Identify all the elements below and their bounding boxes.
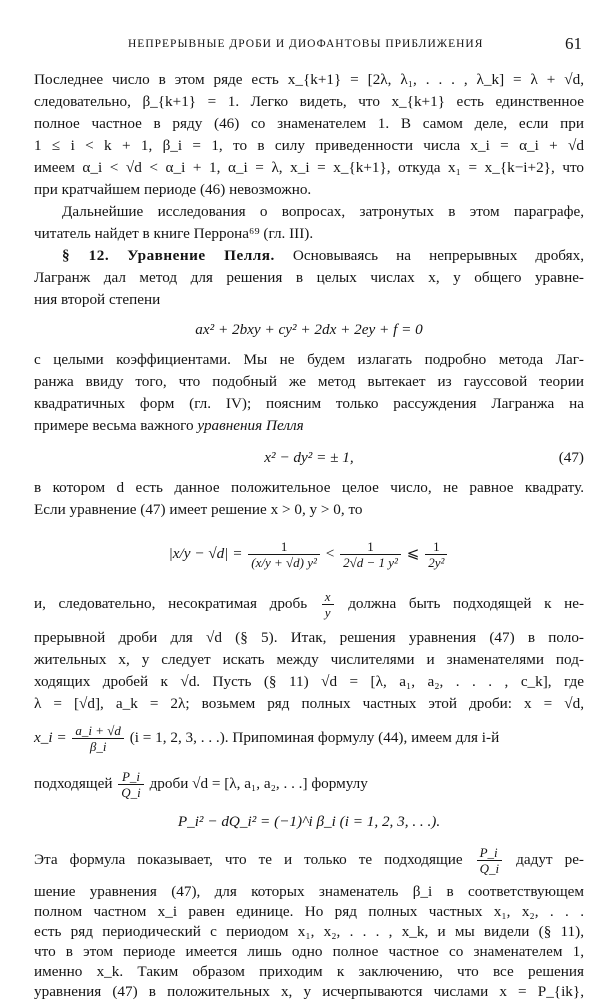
section-line	[34, 246, 584, 268]
text-line	[34, 764, 584, 804]
convergent-identity: P_i² − dQ_i² = (−1)^i β_i (i = 1, 2, 3, . . .).	[177, 813, 441, 830]
text-line: при кратчайшем периоде (46) невозможно.	[34, 181, 312, 198]
fraction-numerator: P_i	[118, 769, 144, 785]
text-line: ходящих дробей к √d. Пусть (§ 11) √d = [λ, a₁, a₂, . . . , c_k], где	[34, 673, 584, 690]
book-page	[34, 0, 584, 1000]
text-span: (i = 1, 2, 3, . . .). Припоминая формулу (44), имеем для i-й	[129, 729, 500, 746]
equation-47	[34, 448, 584, 470]
fraction-x-over-y	[322, 589, 334, 620]
text-line: Если уравнение (47) имеет решение x > 0, y > 0, то	[34, 501, 363, 518]
general-equation: ax² + 2bxy + cy² + 2dx + 2ey + f = 0	[195, 321, 423, 338]
text-span: дроби √d = [λ, a₁, a₂, . . .] формулу	[149, 775, 368, 792]
less-than: <	[325, 545, 335, 562]
fraction	[425, 539, 447, 570]
pell-equation: x² − dy² = ± 1,	[264, 449, 354, 466]
text-line	[34, 586, 584, 622]
equation-number: (47)	[558, 449, 584, 466]
fraction	[340, 539, 401, 570]
fraction-denominator: 2√d − 1 y²	[343, 555, 398, 571]
text-span: и, следовательно, несократимая дробь	[34, 595, 308, 612]
text-line	[34, 416, 584, 438]
text-span: Эта формула показывает, что те и только те подходящие	[34, 851, 463, 868]
inequality-block	[34, 530, 584, 578]
less-or-equal: ⩽	[406, 545, 420, 562]
text-line: уравнения (47) в положительных x, y исчерпываются числами x = P_{ik},	[34, 983, 584, 1000]
page-number: 61	[565, 34, 582, 53]
text-line: λ = [√d], a_k = 2λ; возьмем ряд полных частных этой дроби: x = √d,	[34, 695, 584, 712]
text-line: шение уравнения (47), для которых знаменатель β_i в соответствующем	[34, 883, 584, 900]
fraction-numerator: 1	[425, 539, 447, 555]
fraction-numerator: 1	[340, 539, 401, 555]
text-span: подходящей	[34, 775, 113, 792]
xi-lhs: x_i =	[34, 729, 67, 746]
fraction-denominator: 2y²	[428, 555, 445, 571]
text-line: Дальнейшие исследования о вопросах, затронутых в этом параграфе,	[62, 203, 584, 220]
page-header	[34, 36, 584, 56]
text-line: Последнее число в этом ряде есть x_{k+1} = [2λ, λ₁, . . . , λ_k] = λ + √d,	[34, 71, 584, 88]
fraction-denominator: Q_i	[121, 785, 141, 801]
text-line	[34, 718, 584, 758]
fraction	[248, 539, 320, 570]
fraction-denominator: β_i	[89, 739, 107, 755]
text-line: Лагранж дал метод для решения в целых числах x, y общего уравне-	[34, 269, 584, 286]
fraction-denominator: (x/y + √d) y²	[251, 555, 317, 571]
text-line	[34, 842, 584, 878]
section-title: Уравнение Пелля.	[127, 247, 275, 264]
text-line: имеем α_i < √d < α_i + 1, α_i = λ, x_i = x_{k+1}, откуда x₁ = x_{k−i+2}, что	[34, 159, 584, 176]
text-line: 1 ≤ i < k + 1, β_i = 1, то в силу приведенности числа x_i = α_i + √d	[34, 137, 584, 154]
fraction-p-over-q	[477, 845, 503, 876]
text-span: Основываясь на непрерывных дробях,	[292, 247, 585, 264]
text-span: дадут ре-	[516, 851, 584, 868]
text-line: полном частном x_i равен единице. Но ряд полных частных x₁, x₂, . . .	[34, 903, 584, 920]
text-line: читатель найдет в книге Перрона⁶⁹ (гл. III).	[34, 225, 314, 242]
text-line: есть ряд периодический с периодом x₁, x₂, . . . , x_k, и мы видели (§ 11),	[34, 923, 584, 940]
inequality-lhs: |x/y − √d| =	[168, 545, 243, 562]
fraction-numerator: 1	[248, 539, 320, 555]
text-line: полное частное в ряду (46) со знаменателем 1. В самом деле, если при	[34, 115, 584, 132]
text-line: именно x_k. Таким образом приходим к заключению, что все решения	[34, 963, 584, 980]
text-line: жительных x, y следует искать между числителями и знаменателями под-	[34, 651, 584, 668]
fraction-xi	[72, 723, 124, 754]
fraction-numerator: P_i	[477, 845, 503, 861]
text-span: примере весьма важного	[34, 417, 194, 434]
text-line: с целыми коэффициентами. Мы не будем излагать подробно метода Лаг-	[34, 351, 584, 368]
text-line: прерывной дроби для √d (§ 5). Итак, решения уравнения (47) в поло-	[34, 629, 584, 646]
text-line: в котором d есть данное положительное целое число, не равное квадрату.	[34, 479, 584, 496]
fraction-denominator: y	[324, 605, 331, 621]
fraction-numerator: x	[322, 589, 334, 605]
running-head: НЕПРЕРЫВНЫЕ ДРОБИ И ДИОФАНТОВЫ ПРИБЛИЖЕНИЯ	[128, 38, 484, 50]
fraction-p-over-q	[118, 769, 144, 800]
fraction-numerator: a_i + √d	[72, 723, 124, 739]
section-number: § 12.	[62, 247, 110, 264]
text-line: ранжа ввиду того, что подобный же метод вытекает из гауссовой теории	[34, 373, 584, 390]
text-line: следовательно, β_{k+1} = 1. Легко видеть, что x_{k+1} есть единственное	[34, 93, 584, 110]
text-line: ния второй степени	[34, 291, 161, 308]
term-pell-equation: уравнения Пелля	[197, 417, 304, 434]
text-span: должна быть подходящей к не-	[348, 595, 585, 612]
text-line: квадратичных форм (гл. IV); поясним только рассуждения Лагранжа на	[34, 395, 584, 412]
fraction-denominator: Q_i	[479, 861, 500, 877]
text-line: что в этом периоде имеется лишь одно полное частное со знаменателем 1,	[34, 943, 584, 960]
